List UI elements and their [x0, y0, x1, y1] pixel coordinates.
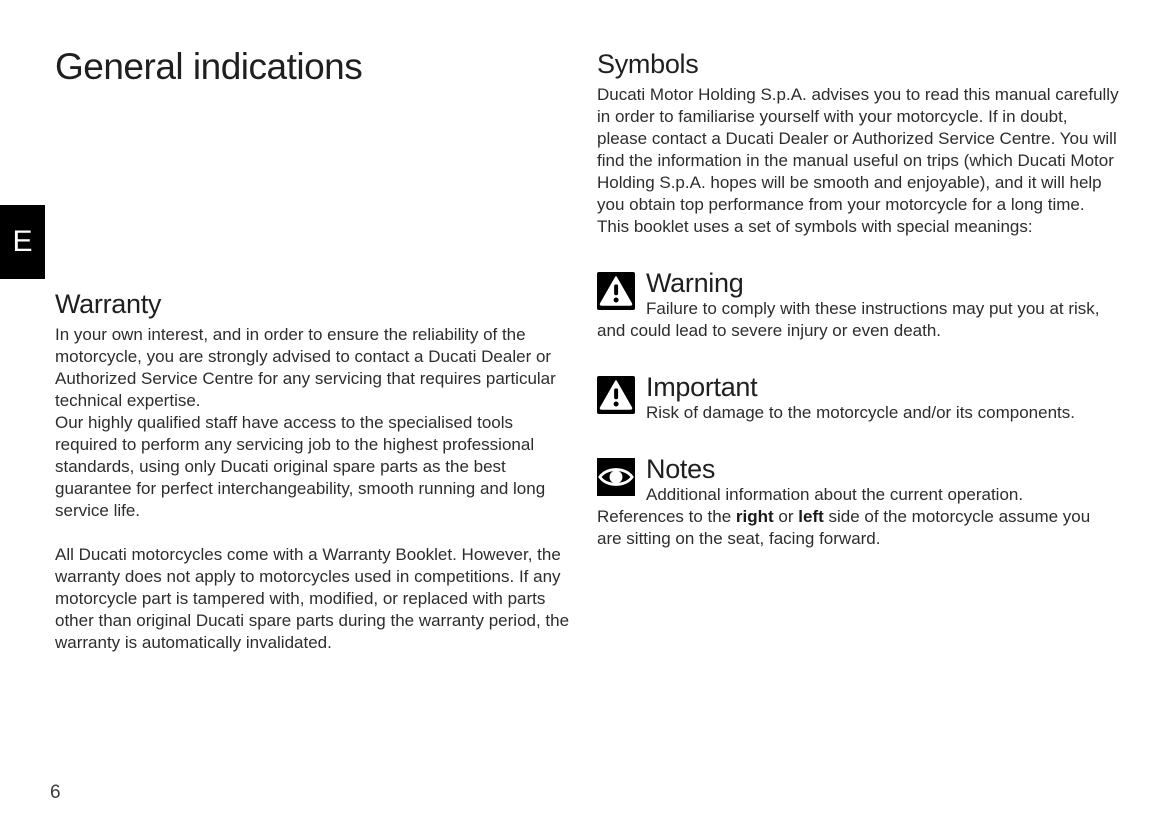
warning-triangle-icon: [597, 272, 635, 310]
right-column: [597, 48, 1119, 550]
warranty-paragraph-3: All Ducati motorcycles come with a Warranty Booklet. However, the warranty does not apply to motorcycles used in competitions. If any motorcycle part is tampered with, modified, or replaced with parts other than original Ducati spare parts during the warranty period, the warranty is automatically invalidated.: [55, 545, 570, 652]
page-title: General indications: [55, 46, 363, 87]
section-tab: [0, 205, 45, 279]
references-bold-right: right: [735, 507, 774, 526]
important-text: Risk of damage to the motorcycle and/or its components.: [646, 403, 1075, 422]
page-number: 6: [50, 782, 61, 803]
warranty-heading: Warranty: [55, 289, 162, 319]
references-middle: or: [773, 507, 799, 526]
left-column: [55, 288, 577, 654]
symbols-intro: Ducati Motor Holding S.p.A. advises you to read this manual carefully in order to familiarise yourself with your motorcycle. If in doubt, please contact a Ducati Dealer or Authorized Service Centre. You will find the information in the manual useful on trips (which Ducati Motor Holding S.p.A. hopes will be smooth and enjoyable), and it will help you obtain top performance from your motorcycle for a long time. This booklet uses a set of symbols with special meanings:: [597, 85, 1119, 236]
references-bold-left: left: [798, 507, 824, 526]
references-prefix: References to the: [597, 507, 736, 526]
notes-heading: Notes: [646, 454, 716, 484]
warning-heading: Warning: [646, 268, 744, 298]
symbols-heading: Symbols: [597, 49, 699, 79]
warning-text: Failure to comply with these instructions may put you at risk, and could lead to severe injury or even death.: [597, 299, 1100, 340]
warranty-paragraph-2: Our highly qualified staff have access to the specialised tools required to perform any servicing job to the highest professional standards, using only Ducati original spare parts as the best guarantee for perfect interchangeability, smooth running and long service life.: [55, 413, 546, 520]
notes-block: [597, 454, 1119, 506]
important-block: [597, 372, 1119, 424]
warning-triangle-icon: [597, 376, 635, 414]
references-suffix: side of the motorcycle assume you are sitting on the seat, facing forward.: [597, 507, 1091, 548]
eye-icon: [597, 458, 635, 496]
warning-block: [597, 268, 1119, 342]
warranty-paragraph-1: In your own interest, and in order to ensure the reliability of the motorcycle, you are strongly advised to contact a Ducati Dealer or Authorized Service Centre for any servicing that requires particular technical expertise.: [55, 325, 556, 410]
references-paragraph: [597, 506, 1119, 550]
notes-text: Additional information about the current operation.: [646, 485, 1024, 504]
important-heading: Important: [646, 372, 758, 402]
section-tab-letter: E: [12, 225, 33, 258]
